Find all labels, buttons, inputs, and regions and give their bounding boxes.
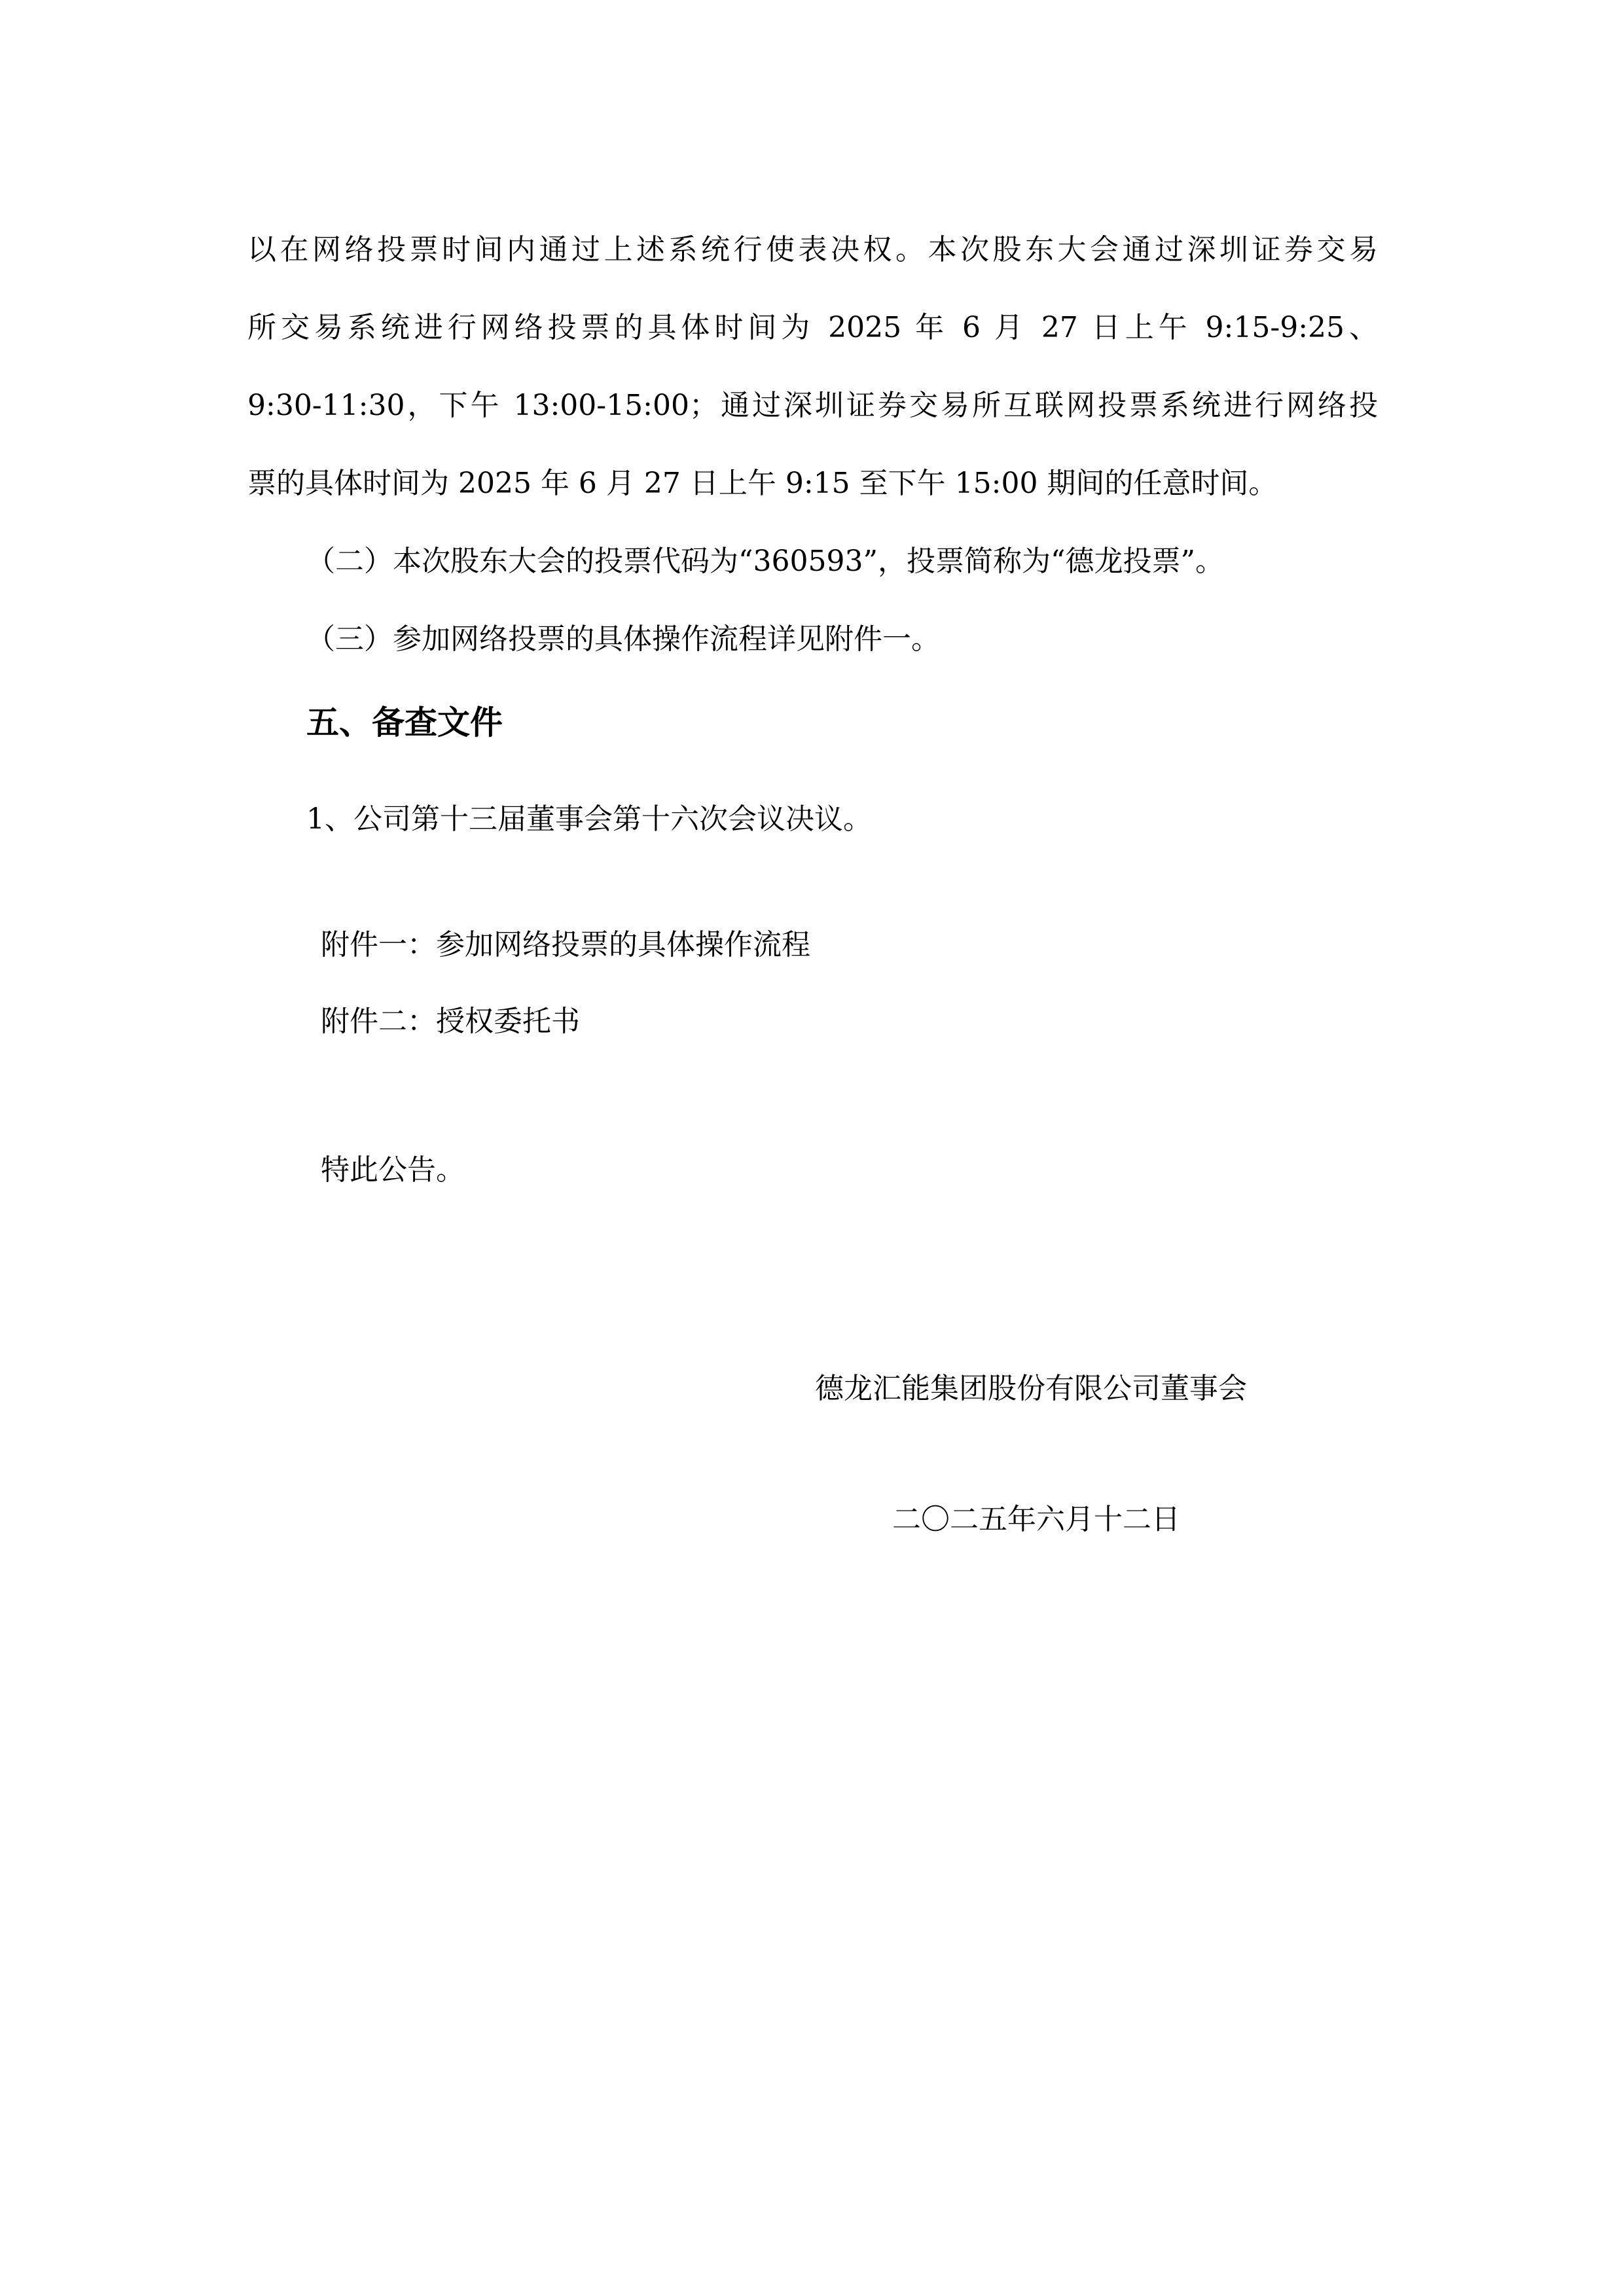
- signature-company: 德龙汇能集团股份有限公司董事会: [815, 1372, 1247, 1405]
- attachment-item-2: 附件二：授权委托书: [321, 1005, 580, 1038]
- reference-document-item: 1、公司第十三届董事会第十六次会议决议。: [306, 802, 872, 836]
- paragraph1-line3: 9:30-11:30，下午 13:00-15:00；通过深圳证券交易所互联网投票系统进行网络投: [247, 389, 1378, 422]
- attachment-item-1: 附件一：参加网络投票的具体操作流程: [321, 928, 810, 961]
- voting-code-item: （二）本次股东大会的投票代码为“360593”，投票简称为“德龙投票”。: [306, 545, 1224, 578]
- procedure-item: （三）参加网络投票的具体操作流程详见附件一。: [306, 622, 940, 656]
- section-heading-reference-documents: 五、备查文件: [306, 704, 503, 742]
- signature-date: 二〇二五年六月十二日: [892, 1503, 1180, 1536]
- paragraph1-line2: 所交易系统进行网络投票的具体时间为 2025 年 6 月 27 日上午 9:15-9:25、: [247, 311, 1378, 344]
- paragraph1-line1: 以在网络投票时间内通过上述系统行使表决权。本次股东大会通过深圳证券交易: [247, 233, 1378, 266]
- paragraph1-line4: 票的具体时间为 2025 年 6 月 27 日上午 9:15 至下午 15:00 期间的任意时间。: [247, 467, 1278, 500]
- closing-remark: 特此公告。: [321, 1153, 465, 1187]
